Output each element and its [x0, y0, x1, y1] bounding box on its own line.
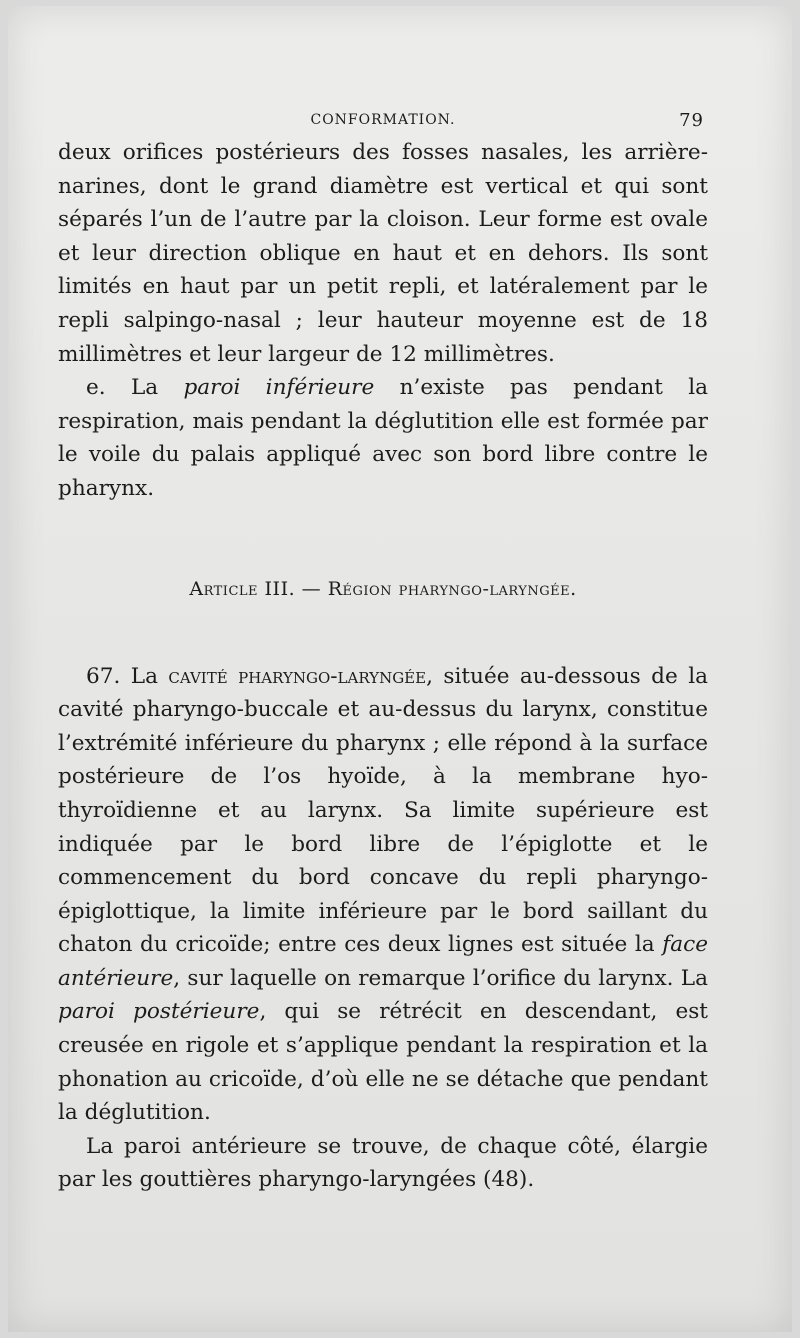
- paragraph-3-small-caps-term: cavité pharyngo-laryngée,: [168, 663, 433, 689]
- paragraph-3-italic-2: paroi postérieure: [58, 999, 260, 1025]
- paragraph-2-italic-term: paroi inférieure: [183, 375, 375, 401]
- paragraph-67: [58, 660, 708, 1130]
- running-title: CONFORMATION.: [310, 112, 456, 128]
- paragraph-3-text-2: , sur laquelle on remarque l’orifice du larynx. La: [173, 965, 708, 991]
- paragraph-anterior-wall: [58, 1130, 708, 1197]
- paragraph-continuation: [58, 136, 708, 371]
- paragraph-3-text-3: , qui se rétrécit en descendant, est creusée en rigole et s’applique pendant la respiration et la phonation au cricoïde, d’où elle ne se détache que pendant la déglutition.: [58, 999, 708, 1126]
- paragraph-lower-wall: [58, 371, 708, 505]
- page-number: 79: [679, 110, 704, 131]
- paragraph-number: 67.: [86, 663, 131, 689]
- article-heading: Article III. — Région pharyngo-laryngée.: [189, 577, 577, 600]
- paragraph-3-lead: La: [130, 663, 169, 689]
- paragraph-2-lead: e. La: [86, 375, 184, 401]
- running-head: [58, 106, 708, 136]
- book-page: [8, 6, 792, 1332]
- paragraph-2-text: n’existe pas pendant la respiration, mais pendant la déglutition elle est formée par le voile du palais appliqué avec son bord libre contre le pharynx.: [58, 375, 708, 501]
- page-text-block: [58, 106, 708, 1197]
- paragraph-1-text: deux orifices postérieurs des fosses nasales, les arrière-narines, dont le grand diamètre est vertical et qui sont séparés l’un de l’autre par la cloison. Leur forme est ovale et leur direction oblique en haut et en dehors. Ils sont limités en haut par un petit repli, et latéralement par le repli salpingo-nasal ; leur hauteur moyenne est de 18 millimètres et leur largeur de 12 millimètres.: [58, 140, 708, 367]
- paragraph-3-italic-1: face antérieure: [58, 932, 708, 991]
- paragraph-3-text-1: située au-dessous de la cavité pharyngo-buccale et au-dessus du larynx, constitue l’extrémité inférieure du pharynx ; elle répond à la surface postérieure de l’os hyoïde, à la membrane hyo-thyroïdienne et au larynx. Sa limite supérieure est indiquée par le bord libre de l’épiglotte et le commencement du bord concave du repli pharyngo-épiglottique, la limite inférieure par le bord saillant du chaton du cricoïde; entre ces deux lignes est située la: [58, 663, 708, 958]
- paragraph-4-text: La paroi antérieure se trouve, de chaque côté, élargie par les gouttières pharyngo-laryngées (48).: [58, 1133, 708, 1193]
